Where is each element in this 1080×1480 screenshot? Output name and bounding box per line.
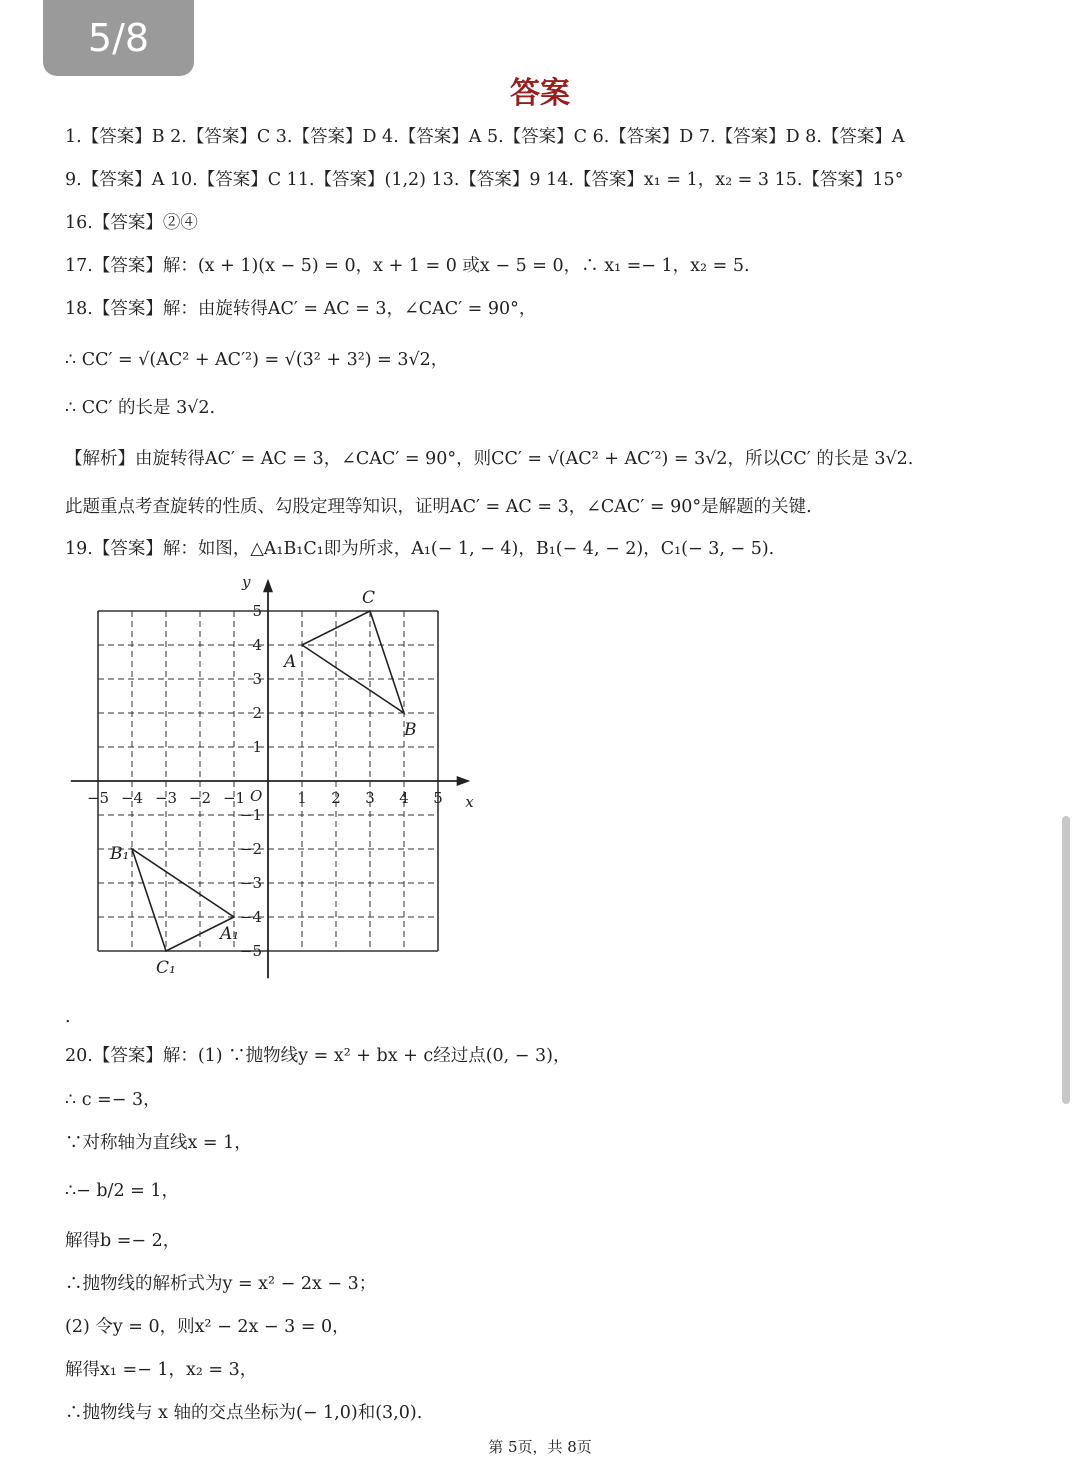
vertex-label-a: A: [284, 652, 297, 672]
y-tick-label: −5: [239, 942, 262, 960]
y-axis-label: y: [242, 578, 251, 592]
y-axis-arrow: [263, 579, 273, 593]
x-tick-label: 4: [399, 789, 409, 807]
step-line-7: 解得x₁ =− 1，x₂ = 3，: [65, 1360, 258, 1380]
vertex-label-c: C: [362, 588, 376, 608]
y-tick-label: −3: [239, 874, 262, 892]
vertex-label-a1: A₁: [220, 924, 240, 944]
tick-labels: [87, 578, 474, 960]
scrollbar[interactable]: [1062, 816, 1070, 1104]
answer-line-5: 18.【答案】解：由旋转得AC′ = AC = 3，∠CAC′ = 90°，: [65, 299, 537, 319]
answer-line-2: 9.【答案】A 10.【答案】C 11.【答案】(1,2) 13.【答案】9 14.【答案】x₁ = 1，x₂ = 3 15.【答案】15°: [65, 170, 904, 190]
y-tick-label: 5: [252, 602, 262, 620]
answer-line-3: 16.【答案】②④: [65, 213, 198, 233]
y-tick-label: 2: [252, 704, 262, 722]
answer-line-20: 20.【答案】解：(1) ∵抛物线y = x² + bx + c经过点(0, − 3)，: [65, 1046, 571, 1066]
answer-line-6: ∴ CC′ = √(AC² + AC′²) = √(3² + 3²) = 3√2，: [65, 350, 449, 370]
step-line-1: ∴ c =− 3，: [65, 1090, 161, 1110]
page-indicator-badge: 5/8: [43, 0, 194, 76]
x-axis-arrow: [457, 776, 471, 786]
x-tick-label: 3: [365, 789, 375, 807]
step-line-4: 解得b =− 2，: [65, 1231, 181, 1251]
vertex-label-b1: B₁: [110, 844, 130, 864]
y-tick-label: 3: [252, 670, 262, 688]
answer-line-4: 17.【答案】解：(x + 1)(x − 5) = 0，x + 1 = 0 或x − 5 = 0，∴ x₁ =− 1，x₂ = 5.: [65, 256, 750, 276]
x-tick-label: −3: [154, 789, 178, 807]
x-tick-label: −2: [188, 789, 212, 807]
x-tick-label: −4: [120, 789, 144, 807]
y-tick-label: 4: [252, 636, 262, 654]
y-tick-label: 1: [252, 738, 262, 756]
x-tick-label: 5: [433, 789, 443, 807]
answer-line-7: ∴ CC′ 的长是 3√2.: [65, 398, 216, 418]
triangle-a1b1c1: [132, 849, 234, 951]
x-tick-label: 1: [297, 789, 307, 807]
y-tick-label: −2: [239, 840, 262, 858]
answer-line-1: 1.【答案】B 2.【答案】C 3.【答案】D 4.【答案】A 5.【答案】C 6.【答案】D 7.【答案】D 8.【答案】A: [65, 127, 905, 147]
x-tick-label: −5: [86, 789, 110, 807]
coordinate-graph: [68, 578, 478, 988]
x-tick-label: 2: [331, 789, 341, 807]
x-axis-label: x: [465, 793, 474, 811]
step-line-2: ∵对称轴为直线x = 1，: [65, 1133, 252, 1153]
step-line-8: ∴抛物线与 x 轴的交点坐标为(− 1,0)和(3,0).: [65, 1403, 423, 1423]
page-footer: 第 5页，共 8页: [488, 1438, 592, 1456]
step-line-6: (2) 令y = 0，则x² − 2x − 3 = 0，: [65, 1317, 350, 1337]
origin-label: O: [250, 787, 263, 805]
answer-line-19: 19.【答案】解：如图，△A₁B₁C₁即为所求，A₁(− 1, − 4)，B₁(− 4, − 2)，C₁(− 3, − 5).: [65, 539, 775, 559]
analysis-line-1: 【解析】由旋转得AC′ = AC = 3，∠CAC′ = 90°，则CC′ = √(AC² + AC′²) = 3√2，所以CC′ 的长是 3√2.: [65, 449, 914, 469]
step-line-5: ∴抛物线的解析式为y = x² − 2x − 3；: [65, 1274, 377, 1294]
axes: [71, 579, 471, 979]
analysis-line-2: 此题重点考查旋转的性质、勾股定理等知识，证明AC′ = AC = 3，∠CAC′ = 90°是解题的关键.: [65, 497, 812, 517]
vertex-label-b: B: [404, 720, 417, 740]
page-title: 答案: [510, 76, 570, 111]
vertex-label-c1: C₁: [156, 958, 176, 978]
graph-period: .: [65, 1007, 71, 1027]
step-line-3: ∴− b/2 = 1，: [65, 1181, 180, 1201]
triangle-abc: [302, 611, 404, 713]
y-tick-label: −1: [239, 806, 262, 824]
x-tick-label: −1: [222, 789, 246, 807]
y-tick-label: −4: [239, 908, 262, 926]
